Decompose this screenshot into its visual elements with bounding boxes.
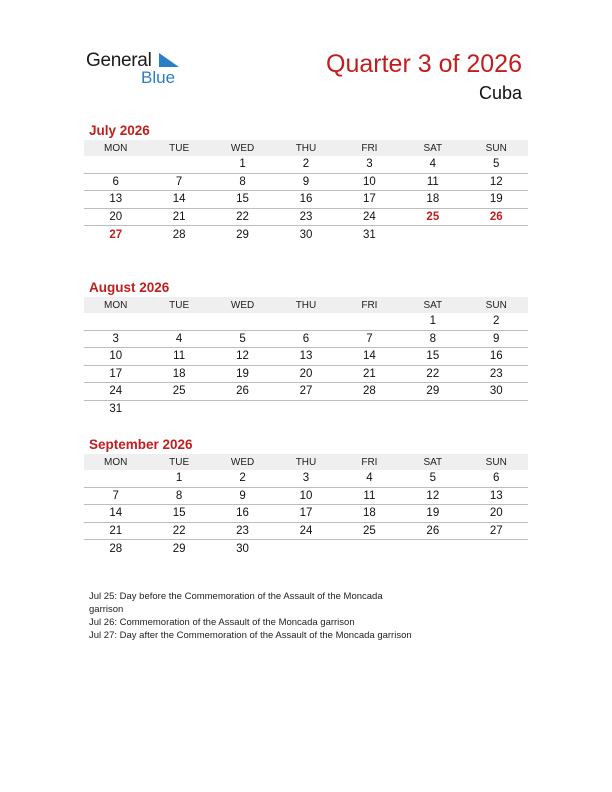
week-row [84, 174, 528, 192]
weekday-label: THU [295, 299, 317, 311]
day-cell: 23 [236, 524, 249, 537]
weekday-label: SUN [485, 142, 507, 154]
day-cell: 24 [363, 210, 376, 223]
day-cell: 18 [172, 367, 186, 380]
day-cell: 4 [429, 158, 437, 171]
weeks-grid [84, 156, 528, 244]
month-calendar-august [84, 279, 528, 418]
day-cell: 29 [426, 385, 440, 398]
day-cell: 16 [236, 507, 249, 520]
day-cell: 5 [239, 332, 246, 345]
weekday-label: MON [104, 142, 128, 154]
logo-triangle-icon [159, 53, 179, 67]
day-cell: 19 [236, 367, 249, 380]
weekday-label: TUE [169, 299, 190, 311]
day-cell: 26 [426, 524, 440, 537]
country-name: Cuba [478, 83, 522, 103]
month-title: July 2026 [89, 123, 150, 138]
day-cell: 22 [172, 524, 186, 537]
day-cell: 21 [109, 524, 123, 537]
day-cell: 24 [299, 524, 313, 537]
day-cell: 12 [236, 350, 249, 363]
week-row [84, 505, 528, 523]
day-cell: 15 [172, 507, 186, 520]
day-cell: 4 [175, 332, 183, 345]
holiday-day-cell: 26 [489, 210, 503, 223]
day-cell: 17 [363, 193, 376, 206]
month-title: August 2026 [89, 280, 170, 295]
day-cell: 21 [172, 210, 186, 223]
weeks-grid [84, 470, 528, 558]
day-cell: 10 [299, 489, 313, 502]
day-cell: 13 [489, 489, 503, 502]
day-cell: 30 [489, 385, 503, 398]
week-row [84, 331, 528, 349]
weekday-label: SAT [423, 456, 443, 468]
generalblue-logo [86, 50, 196, 90]
month-title: September 2026 [89, 437, 193, 452]
day-cell: 15 [426, 350, 440, 363]
day-cell: 8 [239, 175, 246, 188]
day-cell: 3 [366, 158, 373, 171]
week-row [84, 209, 528, 227]
day-cell: 30 [299, 228, 313, 241]
weekday-label: WED [230, 299, 255, 311]
day-cell: 25 [172, 385, 186, 398]
holiday-day-cell: 25 [426, 210, 440, 223]
day-cell: 27 [489, 524, 503, 537]
week-row [84, 488, 528, 506]
day-cell: 18 [363, 507, 376, 520]
day-cell: 31 [109, 403, 123, 416]
week-row [84, 470, 528, 488]
day-cell: 28 [109, 542, 123, 555]
day-cell: 9 [239, 489, 246, 502]
holiday-note: Jul 27: Day after the Commemoration of the Assault of the Moncada garrison [89, 630, 412, 641]
weekday-label: MON [104, 299, 128, 311]
day-cell: 13 [299, 350, 313, 363]
weekday-header [84, 140, 528, 156]
day-cell: 30 [236, 542, 249, 555]
holiday-notes [89, 590, 419, 642]
week-row [84, 156, 528, 174]
holiday-note: Jul 26: Commemoration of the Assault of the Moncada garrison [89, 617, 355, 628]
day-cell: 2 [302, 158, 310, 171]
day-cell: 11 [173, 350, 186, 363]
day-cell: 28 [172, 228, 186, 241]
week-row [84, 523, 528, 541]
day-cell: 23 [299, 210, 313, 223]
day-cell: 11 [426, 175, 439, 188]
day-cell: 15 [236, 193, 249, 206]
weekday-label: SAT [423, 299, 443, 311]
day-cell: 2 [239, 472, 246, 485]
week-row [84, 191, 528, 209]
day-cell: 12 [426, 489, 440, 502]
day-cell: 16 [299, 193, 313, 206]
day-cell: 19 [426, 507, 440, 520]
weekday-label: THU [295, 456, 317, 468]
week-row [84, 401, 528, 419]
day-cell: 5 [429, 472, 437, 485]
day-cell: 17 [109, 367, 123, 380]
day-cell: 20 [109, 210, 123, 223]
day-cell: 24 [109, 385, 123, 398]
day-cell: 22 [236, 210, 249, 223]
day-cell: 29 [236, 228, 249, 241]
holiday-note: Jul 25: Day before the Commemoration of the Assault of the Moncada garrison [89, 591, 383, 615]
day-cell: 25 [363, 524, 376, 537]
day-cell: 13 [109, 193, 123, 206]
weekday-label: MON [104, 456, 128, 468]
day-cell: 20 [489, 507, 503, 520]
week-row [84, 226, 528, 244]
weekday-label: SUN [485, 456, 507, 468]
day-cell: 7 [112, 489, 119, 502]
day-cell: 19 [489, 193, 503, 206]
day-cell: 27 [299, 385, 313, 398]
weekday-label: SUN [485, 299, 507, 311]
day-cell: 20 [299, 367, 313, 380]
week-row [84, 366, 528, 384]
day-cell: 22 [426, 367, 440, 380]
day-cell: 17 [299, 507, 313, 520]
quarter-title: Quarter 3 of 2026 [326, 50, 522, 78]
weekday-label: SAT [423, 142, 443, 154]
week-row [84, 383, 528, 401]
day-cell: 12 [489, 175, 503, 188]
day-cell: 7 [175, 175, 183, 188]
logo-text-general: General [86, 50, 152, 71]
logo-text-blue: Blue [141, 68, 176, 87]
weekday-label: WED [230, 142, 255, 154]
weekday-header [84, 454, 528, 470]
weekday-label: FRI [361, 456, 378, 468]
day-cell: 1 [239, 158, 246, 171]
weeks-grid [84, 313, 528, 418]
weekday-header [84, 297, 528, 313]
day-cell: 29 [172, 542, 186, 555]
day-cell: 3 [112, 332, 119, 345]
day-cell: 8 [429, 332, 437, 345]
day-cell: 6 [112, 175, 119, 188]
day-cell: 9 [493, 332, 500, 345]
week-row [84, 348, 528, 366]
day-cell: 26 [236, 385, 249, 398]
day-cell: 2 [493, 315, 500, 328]
day-cell: 6 [302, 332, 310, 345]
day-cell: 14 [172, 193, 186, 206]
week-row [84, 540, 528, 558]
day-cell: 21 [363, 367, 376, 380]
day-cell: 11 [363, 489, 376, 502]
day-cell: 7 [366, 332, 373, 345]
weekday-label: TUE [169, 456, 190, 468]
weekday-label: FRI [361, 142, 378, 154]
month-calendar-september [84, 436, 528, 558]
day-cell: 5 [493, 158, 500, 171]
day-cell: 9 [302, 175, 310, 188]
month-calendar-july [84, 122, 528, 244]
holiday-day-cell: 27 [109, 228, 123, 241]
day-cell: 4 [366, 472, 373, 485]
day-cell: 14 [109, 507, 123, 520]
day-cell: 3 [302, 472, 310, 485]
day-cell: 10 [109, 350, 123, 363]
week-row [84, 313, 528, 331]
day-cell: 14 [363, 350, 376, 363]
day-cell: 8 [175, 489, 183, 502]
weekday-label: THU [295, 142, 317, 154]
day-cell: 18 [426, 193, 440, 206]
day-cell: 1 [429, 315, 437, 328]
weekday-label: FRI [361, 299, 378, 311]
day-cell: 6 [493, 472, 500, 485]
day-cell: 31 [363, 228, 376, 241]
day-cell: 16 [489, 350, 503, 363]
day-cell: 10 [363, 175, 376, 188]
day-cell: 23 [489, 367, 503, 380]
day-cell: 28 [363, 385, 376, 398]
day-cell: 1 [175, 472, 183, 485]
weekday-label: WED [230, 456, 255, 468]
weekday-label: TUE [169, 142, 190, 154]
